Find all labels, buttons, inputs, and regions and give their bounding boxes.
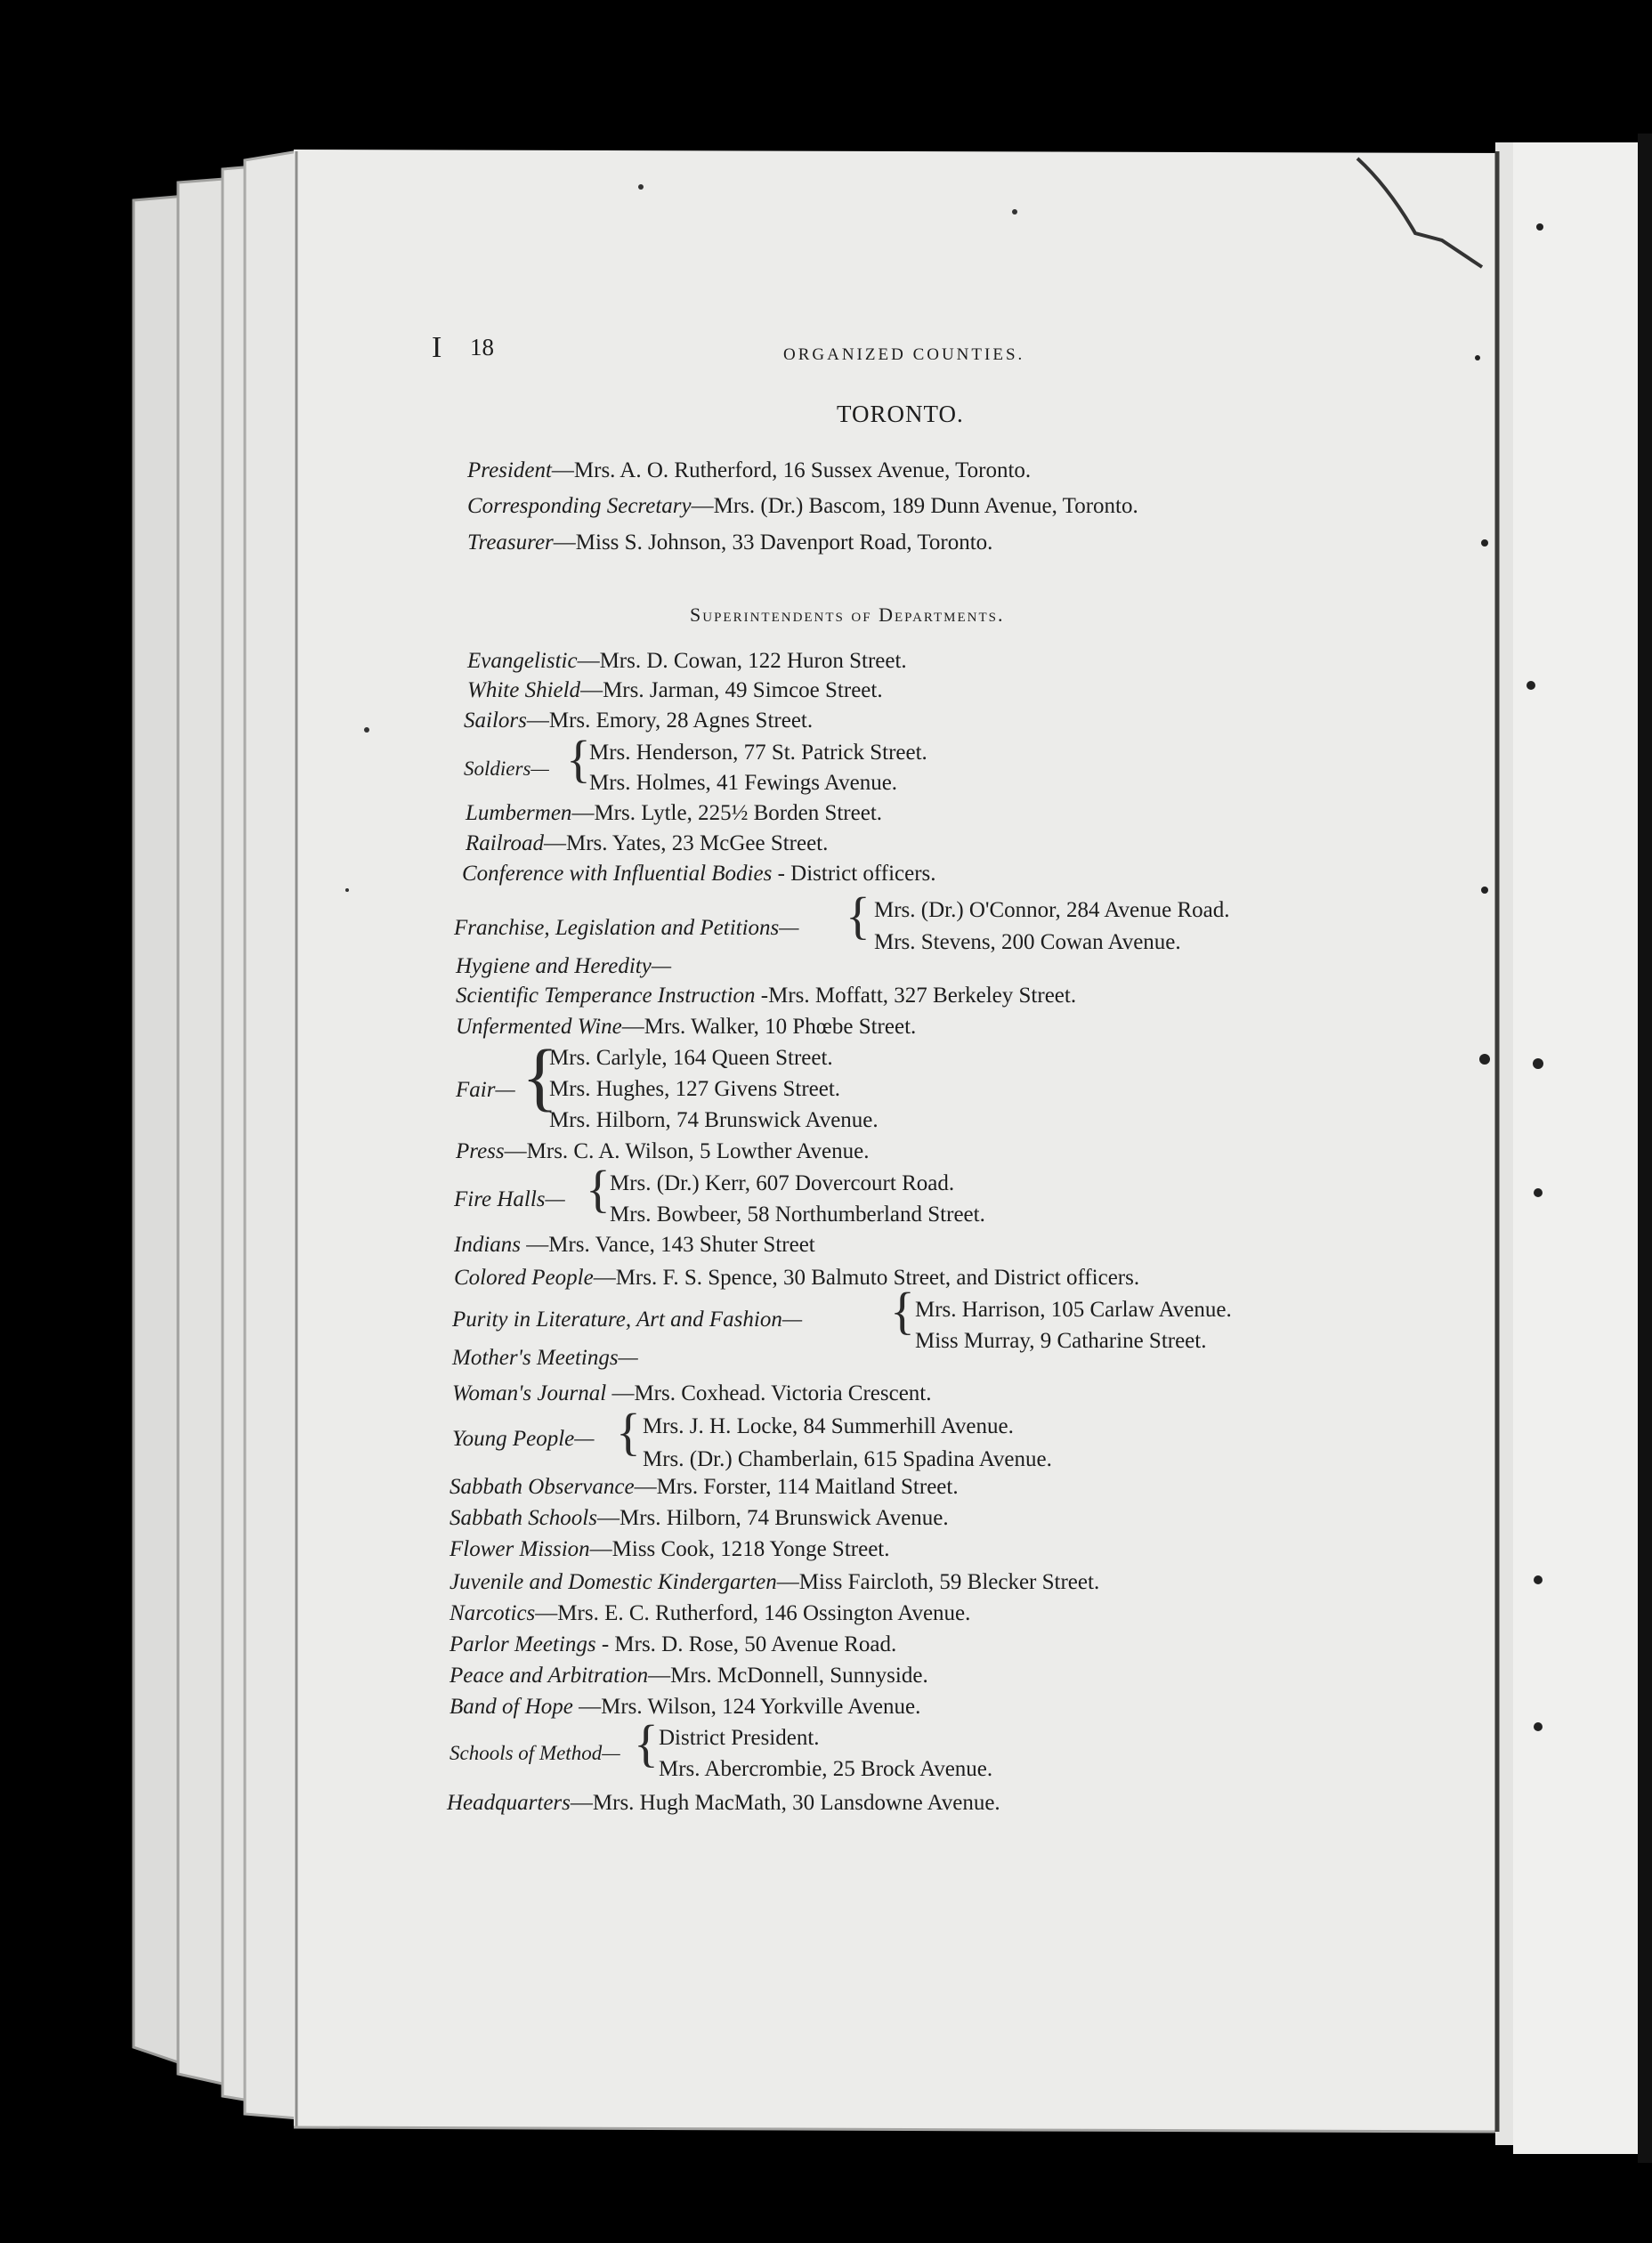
dept-label: Flower Mission: [449, 1537, 590, 1561]
dept-flower-mission: [449, 1538, 890, 1560]
dept-soldiers-entry: Mrs. Henderson, 77 St. Patrick Street.: [589, 741, 927, 765]
dept-label: Parlor Meetings: [449, 1632, 596, 1656]
dept-text: -Mrs. Moffatt, 327 Berkeley Street.: [755, 984, 1077, 1008]
dept-young-people-label: Young People—: [452, 1427, 595, 1451]
officer-president: [467, 459, 1031, 482]
dept-text: - Mrs. D. Rose, 50 Avenue Road.: [595, 1632, 897, 1656]
dept-text: —Mrs. Wilson, 124 Yorkville Avenue.: [572, 1695, 921, 1719]
dept-fire-halls-entry: Mrs. Bowbeer, 58 Northumberland Street.: [610, 1202, 985, 1227]
dept-text: —Mrs. F. S. Spence, 30 Balmuto Street, and District officers.: [593, 1266, 1140, 1290]
dept-label: Sailors: [464, 709, 527, 733]
brace: {: [616, 1403, 641, 1461]
dept-evangelistic: [467, 650, 907, 672]
dept-colored-people: [454, 1267, 1139, 1289]
dept-text: —Mrs. D. Cowan, 122 Huron Street.: [577, 649, 907, 673]
officer-role: Corresponding Secretary: [467, 494, 692, 518]
officer-text: —Mrs. (Dr.) Bascom, 189 Dunn Avenue, Toronto.: [691, 494, 1138, 518]
dept-young-people-entry: Mrs. J. H. Locke, 84 Summerhill Avenue.: [643, 1414, 1014, 1438]
dept-conference: [462, 862, 936, 885]
dept-headquarters: [447, 1792, 1000, 1814]
dept-label: Lumbermen: [466, 801, 572, 825]
dept-young-people-entry: Mrs. (Dr.) Chamberlain, 615 Spadina Avenue.: [643, 1447, 1052, 1471]
dept-text: —Mrs. Hugh MacMath, 30 Lansdowne Avenue.: [570, 1791, 1000, 1815]
dept-lumbermen: [466, 802, 882, 824]
dept-fair-entry: Mrs. Hilborn, 74 Brunswick Avenue.: [549, 1108, 879, 1132]
dept-band-of-hope: [449, 1696, 920, 1718]
dept-text: —Mrs. Lytle, 225½ Borden Street.: [571, 801, 883, 825]
dept-text: —Miss Cook, 1218 Yonge Street.: [589, 1537, 890, 1561]
dept-sabbath-schools: [449, 1507, 949, 1529]
dept-text: —Mrs. Forster, 114 Maitland Street.: [634, 1475, 959, 1499]
page-number: 18: [470, 334, 494, 360]
officer-treasurer: [467, 531, 992, 554]
dept-label: Headquarters: [447, 1791, 571, 1815]
dept-text: —Mrs. E. C. Rutherford, 146 Ossington Avenue.: [535, 1601, 971, 1625]
dept-label: Sabbath Observance: [449, 1475, 635, 1499]
dept-text: —Mrs. Walker, 10 Phœbe Street.: [621, 1015, 917, 1039]
dept-label: Railroad: [466, 831, 544, 855]
dept-peace-arbitration: [449, 1664, 928, 1687]
dept-franchise-entry: Mrs. (Dr.) O'Connor, 284 Avenue Road.: [874, 898, 1230, 922]
page-title: TORONTO.: [837, 401, 964, 427]
brace: {: [846, 887, 871, 944]
dept-label: Woman's Journal: [452, 1381, 607, 1405]
dept-label: Narcotics: [449, 1601, 536, 1625]
officer-text: —Miss S. Johnson, 33 Davenport Road, Toronto.: [553, 530, 993, 555]
dept-label: Press: [456, 1139, 505, 1163]
officer-corresponding-secretary: [467, 495, 1138, 517]
dept-franchise-label: Franchise, Legislation and Petitions—: [454, 916, 799, 940]
dept-text: —Mrs. Jarman, 49 Simcoe Street.: [580, 678, 883, 702]
officer-text: —Mrs. A. O. Rutherford, 16 Sussex Avenue, Toronto.: [551, 458, 1032, 482]
dept-text: —Mrs. Coxhead. Victoria Crescent.: [606, 1381, 932, 1405]
dept-fair-entry: Mrs. Carlyle, 164 Queen Street.: [549, 1046, 833, 1070]
dept-fair-entry: Mrs. Hughes, 127 Givens Street.: [549, 1077, 841, 1101]
dept-soldiers-entry: Mrs. Holmes, 41 Fewings Avenue.: [589, 771, 898, 795]
dept-fire-halls-entry: Mrs. (Dr.) Kerr, 607 Dovercourt Road.: [610, 1171, 955, 1195]
dept-juvenile: [449, 1571, 1099, 1593]
dept-text: —Mrs. Vance, 143 Shuter Street: [521, 1233, 815, 1257]
dept-text: —Mrs. Emory, 28 Agnes Street.: [526, 709, 814, 733]
running-head: ORGANIZED COUNTIES.: [783, 345, 1025, 364]
dept-womans-journal: [452, 1382, 932, 1405]
dept-text: —Mrs. Hilborn, 74 Brunswick Avenue.: [596, 1506, 949, 1530]
dept-label: Unfermented Wine: [456, 1015, 622, 1039]
dept-purity-entry: Mrs. Harrison, 105 Carlaw Avenue.: [915, 1298, 1232, 1322]
dept-sailors: [464, 709, 813, 732]
brace: {: [890, 1282, 915, 1340]
dept-narcotics: [449, 1602, 970, 1624]
dept-label: Colored People: [454, 1266, 594, 1290]
dept-schools-method-label: Schools of Method—: [449, 1742, 620, 1764]
brace: {: [634, 1714, 659, 1772]
dept-label: Scientific Temperance Instruction: [456, 984, 756, 1008]
brace: {: [586, 1160, 611, 1218]
officer-role: Treasurer: [467, 530, 554, 555]
dept-white-shield: [467, 679, 883, 701]
dept-scientific: [456, 984, 1076, 1007]
dept-indians: [454, 1234, 815, 1256]
dept-fair-label: Fair—: [456, 1078, 515, 1102]
dept-schools-method-entry: District President.: [659, 1726, 820, 1750]
dept-hygiene: Hygiene and Heredity—: [456, 954, 672, 978]
dept-label: Band of Hope: [449, 1695, 573, 1719]
dept-schools-method-entry: Mrs. Abercrombie, 25 Brock Avenue.: [659, 1757, 993, 1781]
dept-soldiers-label: Soldiers—: [464, 757, 549, 780]
section-heading: Superintendents of Departments.: [690, 603, 1005, 626]
dept-fire-halls-label: Fire Halls—: [454, 1187, 565, 1211]
dept-label: Evangelistic: [467, 649, 578, 673]
dept-label: Sabbath Schools: [449, 1506, 597, 1530]
dept-press: [456, 1140, 870, 1162]
page-mark: I: [432, 331, 445, 364]
dept-label: Indians: [454, 1233, 521, 1257]
dept-parlor-meetings: [449, 1633, 896, 1656]
dept-text: —Mrs. Yates, 23 McGee Street.: [543, 831, 829, 855]
dept-label: Juvenile and Domestic Kindergarten: [449, 1570, 777, 1594]
dept-purity-entry: Miss Murray, 9 Catharine Street.: [915, 1329, 1207, 1353]
dept-sabbath-observance: [449, 1476, 959, 1498]
brace: {: [566, 730, 591, 788]
dept-railroad: [466, 832, 828, 854]
officer-role: President: [467, 458, 552, 482]
dept-label: Conference with Influential Bodies: [462, 862, 773, 886]
dept-text: —Mrs. McDonnell, Sunnyside.: [648, 1664, 928, 1688]
dept-franchise-entry: Mrs. Stevens, 200 Cowan Avenue.: [874, 930, 1181, 954]
dept-text: —Mrs. C. A. Wilson, 5 Lowther Avenue.: [504, 1139, 870, 1163]
brace: {: [522, 1033, 559, 1119]
dept-label: White Shield: [467, 678, 581, 702]
dept-purity-label: Purity in Literature, Art and Fashion—: [452, 1308, 803, 1332]
dept-label: Peace and Arbitration: [449, 1664, 649, 1688]
dept-text: - District officers.: [772, 862, 936, 886]
dept-text: —Miss Faircloth, 59 Blecker Street.: [776, 1570, 1100, 1594]
dept-mothers-meetings: Mother's Meetings—: [452, 1346, 638, 1370]
